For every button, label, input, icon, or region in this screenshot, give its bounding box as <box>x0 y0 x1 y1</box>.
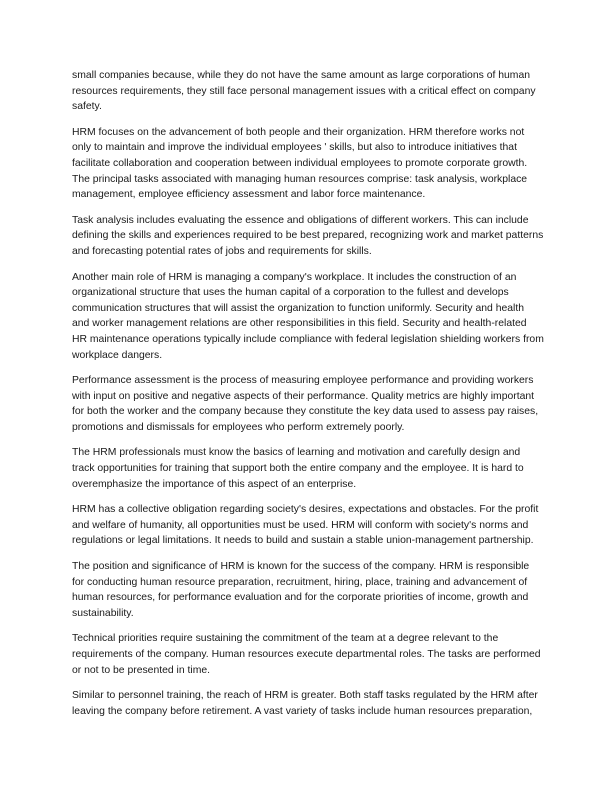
paragraph-2: HRM focuses on the advancement of both people and their organization. HRM therefore works not only to maintain and improve the individual employees ' skills, but also to introduce initiatives that facilitate collaboration and cooperation between individual employees to promote corporate growth. The principal tasks associated with managing human resources comprise: task analysis, workplace management, employee efficiency assessment and labor force maintenance. <box>72 126 528 201</box>
paragraph-3: Task analysis includes evaluating the essence and obligations of different workers. This can include defining the skills and experiences required to be best prepared, recognizing work and market patterns and forecasting potential rates of jobs and requirements for skills. <box>72 214 544 257</box>
paragraph-1: small companies because, while they do not have the same amount as large corporations of human resources requirements, they still face personal management issues with a critical effect on company safety. <box>72 70 536 113</box>
paragraph-6: The HRM professionals must know the basics of learning and motivation and carefully design and track opportunities for training that support both the entire company and the employee. It is hard to overemphasize the importance of this aspect of an enterprise. <box>72 447 524 490</box>
paragraph-7: HRM has a collective obligation regarding society's desires, expectations and obstacles. For the profit and welfare of humanity, all opportunities must be used. HRM will conform with society's norms and regulations or legal limitations. It needs to build and sustain a stable union-management partnership. <box>72 504 539 547</box>
document-page <box>72 68 544 729</box>
paragraph-8: The position and significance of HRM is known for the success of the company. HRM is responsible for conducting human resource preparation, recruitment, hiring, place, training and advancement of human resources, for performance evaluation and for the corporate priorities of income, growth and sustainability. <box>72 561 530 619</box>
paragraph-5: Performance assessment is the process of measuring employee performance and providing workers with input on positive and negative aspects of their performance. Quality metrics are highly important for both the worker and the company because they constitute the key data used to assess pay raises, promotions and dismissals for employees who perform extremely poorly. <box>72 375 539 433</box>
paragraph-9: Technical priorities require sustaining the commitment of the team at a degree relevant to the requirements of the company. Human resources execute departmental roles. The tasks are performed or not to be presented in time. <box>72 633 541 676</box>
paragraph-4: Another main role of HRM is managing a company's workplace. It includes the construction of an organizational structure that uses the human capital of a corporation to the fullest and develops communication structures that will assist the organization to function uniformly. Security and health and worker management relations are other responsibilities in this field. Security and health-related HR maintenance operations typically include compliance with federal legislation shielding workers from workplace dangers. <box>72 271 544 361</box>
paragraph-10: Similar to personnel training, the reach of HRM is greater. Both staff tasks regulated by the HRM after leaving the company before retirement. A vast variety of tasks include human resources preparation, <box>72 690 538 717</box>
